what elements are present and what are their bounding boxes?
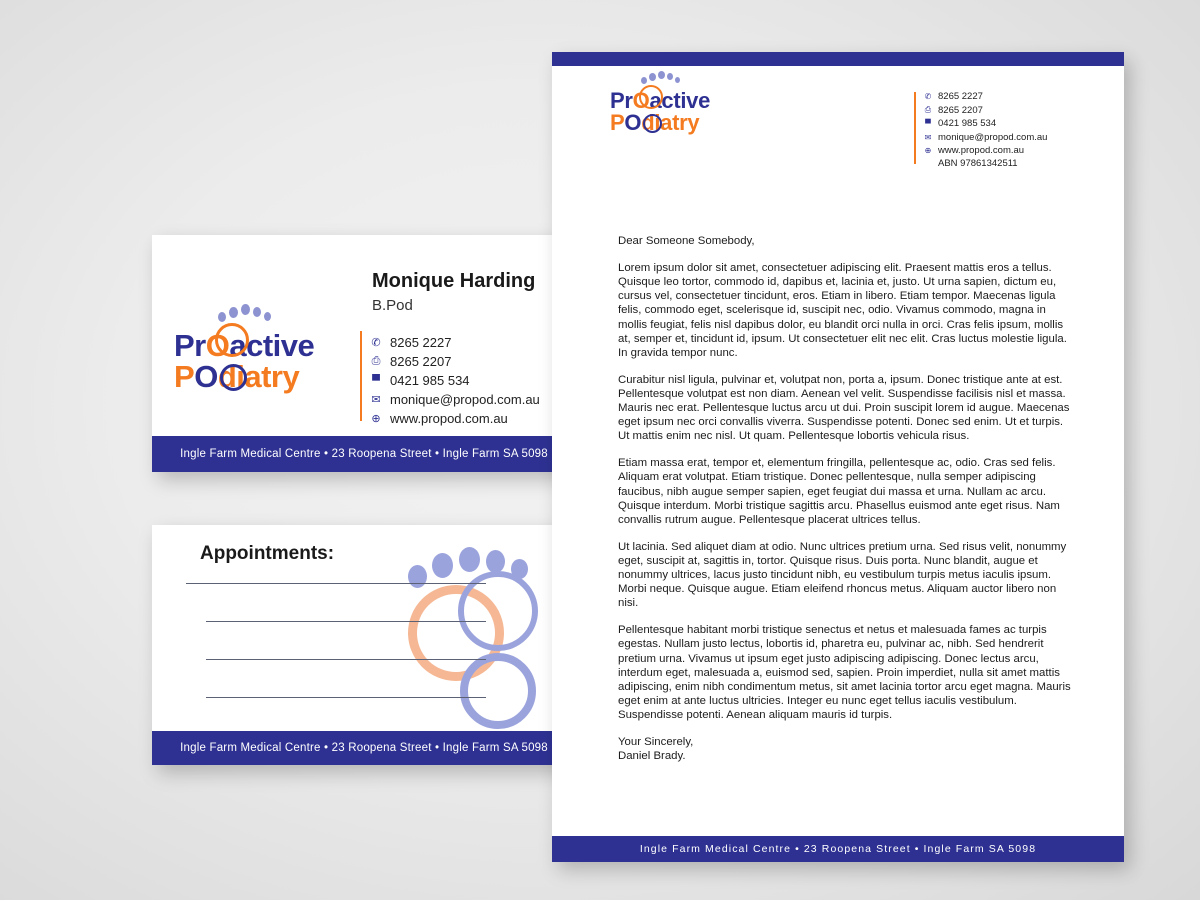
letterhead-logo (610, 90, 710, 134)
business-card (152, 235, 576, 472)
contact-row-fax (368, 352, 540, 371)
globe-icon: ⊕ (924, 146, 932, 156)
appointments-label: Appointments: (200, 543, 335, 564)
appointment-card-footer: Ingle Farm Medical Centre • 23 Roopena Street • Ingle Farm SA 5098 (152, 731, 576, 765)
letterhead-footer: Ingle Farm Medical Centre • 23 Roopena Street • Ingle Farm SA 5098 (552, 836, 1124, 862)
globe-icon: ⊕ (371, 413, 381, 425)
lh-contact-phone-value: 8265 2227 (938, 91, 983, 103)
lh-logo-text-o1: O (632, 88, 650, 113)
contact-row-email (368, 390, 540, 409)
letter-sender-name: Daniel Brady. (618, 750, 686, 763)
lh-logo-text-p: P (610, 110, 625, 135)
letter-paragraph-3: Etiam massa erat, tempor et, elementum fringilla, pellentesque ac, odio. Cras sed felis. Aliquam erat volutpat. Etiam tristique. Donec pellentesque, nulla semper adipiscing faucibus, nibh augue semper sapien, eget feugiat dui massa et urna. Nullam ac arcu. Quisque interdum. Morbi tristique sagittis arcu. Phasellus euismod ante eget risus. Nam convallis rutrum augue. Pellentesque placerat ultrices tellus. (618, 457, 1060, 526)
appointment-line-4[interactable] (206, 697, 486, 698)
contact-phone-value: 8265 2227 (390, 335, 452, 350)
contact-fax-value: 8265 2207 (390, 354, 452, 369)
lh-logo-text-pr: Pr (610, 88, 633, 113)
contact-website-value: www.propod.com.au (390, 411, 508, 426)
logo-ring-outer-icon (215, 323, 249, 357)
business-card-footer: Ingle Farm Medical Centre • 23 Roopena Street • Ingle Farm SA 5098 (152, 436, 576, 472)
logo-text-diatry: diatry (217, 359, 300, 394)
phone-icon: ✆ (924, 92, 932, 102)
lh-contact-website-value: www.propod.com.au (938, 145, 1025, 157)
artwork-toes-icon (408, 543, 538, 587)
card-holder-name: Monique Harding (372, 270, 536, 292)
contact-row-phone (368, 333, 540, 352)
contact-email-value: monique@propod.com.au (390, 392, 540, 407)
lh-logo-text-o2: O (624, 110, 642, 135)
letterhead-contact-list (922, 90, 1047, 169)
logo-text-p: P (174, 359, 195, 394)
letter-paragraph-2: Curabitur nisl ligula, pulvinar et, volutpat non, porta a, ipsum. Donec tristique ante at est. Pellentesque volutpat est non diam. Aenean vel velit. Suspendisse facilisis nisl et massa. Mauris nec erat. Pellentesque luctus arcu ut dui. Proin suscipit lorem id augue. Maecenas eget ipsum nec orci convallis viverra. Suspendisse potenti. Donec sed enim. Ut et turpis. Ut mattis enim nec nisl. Ut quam. Pellentesque lobortis vehicula risus. (618, 373, 1070, 443)
lh-logo-text-active: active (649, 88, 711, 113)
logo-text-pr: Pr (174, 328, 206, 363)
appointment-line-2[interactable] (206, 621, 486, 622)
letter-body (618, 234, 1076, 764)
contact-mobile-value: 0421 985 534 (390, 373, 470, 388)
letterhead-top-bar (552, 52, 1124, 66)
letter-signoff: Your Sincerely, (618, 736, 694, 749)
lh-logo-ring-outer-icon (639, 85, 663, 109)
phone-icon: ✆ (371, 337, 381, 349)
letterhead-vertical-divider (914, 92, 916, 164)
appointment-line-3[interactable] (206, 659, 486, 660)
lh-contact-row-website (922, 144, 1047, 158)
logo-ring-inner-icon (220, 364, 247, 391)
letterhead-page (552, 52, 1124, 862)
email-icon: ✉ (924, 132, 932, 142)
contact-row-website (368, 409, 540, 428)
letter-salutation: Dear Someone Somebody, (618, 235, 755, 247)
lh-contact-fax-value: 8265 2207 (938, 104, 983, 116)
lh-contact-row-mobile (922, 117, 1047, 131)
logo-proactive-podiatry (174, 330, 314, 392)
lh-logo-ring-inner-icon (643, 114, 662, 133)
card-holder-qualification: B.Pod (372, 297, 413, 314)
lh-logo-toes-icon (641, 71, 685, 87)
logo-text-o2: O (194, 359, 218, 394)
vertical-divider (360, 331, 362, 421)
lh-contact-row-email (922, 131, 1047, 145)
logo-toes-icon (218, 304, 278, 326)
mobile-icon: ▀ (925, 119, 931, 129)
fax-icon: ⎙ (924, 105, 932, 115)
fax-icon: ⎙ (371, 355, 381, 367)
abn-value: ABN 97861342511 (938, 157, 1018, 169)
appointment-line-1[interactable] (186, 583, 486, 584)
logo-text-active: active (229, 328, 315, 363)
mobile-icon: ▀ (372, 374, 380, 387)
appointment-write-lines (186, 583, 486, 735)
card-contact-list (368, 333, 540, 428)
letter-paragraph-4: Ut lacinia. Sed aliquet diam at odio. Nunc ultrices pretium urna. Sed risus velit, nonummy eget, suscipit at, sagittis in, tortor. Quisque risus. Duis porta. Nunc blandit, augue et nonummy ultrices, lacus justo tincidunt nibh, eu vestibulum turpis metus iaculis ipsum. Morbi neque. Quisque augue. Etiam eleifend rhoncus metus. Aliquam auctor libero non nisi. (618, 540, 1067, 610)
letter-paragraph-1: Lorem ipsum dolor sit amet, consectetuer adipiscing elit. Praesent mattis eros a tellus. Quisque leo tortor, commodo id, dapibus et, lacinia et, justo. Ut urna sapien, dictum eu, cursus vel, consectetuer tincidunt, eros. Etiam in libero. Etiam tempor. Maecenas ligula felis, commodo eget, scelerisque id, suscipit nec, odio. Vivamus commodo, magna in mollis feugiat, felis nisl dapibus dolor, eu blandit orci nulla in orci. Cras felis ipsum, mollis at, semper et, tincidunt id, ipsum. Ut consectetuer elit nec elit. Cras luctus molestie ligula. In gravida tempor nunc. (618, 261, 1067, 359)
business-card-body (152, 235, 576, 436)
logo-text-o1: O (205, 328, 230, 363)
lh-contact-row-fax (922, 104, 1047, 118)
contact-row-mobile (368, 371, 540, 390)
lh-contact-row-phone (922, 90, 1047, 104)
letter-paragraph-5: Pellentesque habitant morbi tristique senectus et netus et malesuada fames ac turpis egestas. Nullam justo lectus, lobortis id, pharetra eu, pulvinar ac, nibh. Sed hendrerit pretium urna. Vivamus ut ipsum eget justo adipiscing adipiscing. Donec lectus arcu, interdum eget, malesuada a, euismod sed, sapien. Proin imperdiet, nulla sit amet mattis adipiscing, enim nibh condimentum metus, sit amet lacinia tortor arcu eget magna. Mauris eget enim at ante luctus ultricies. Integer eu nunc eget tellus iaculis vestibulum. Suspendisse potenti. Aenean aliquam mauris id turpis. (618, 624, 1071, 722)
lh-contact-mobile-value: 0421 985 534 (938, 118, 997, 130)
email-icon: ✉ (371, 394, 381, 406)
lh-contact-email-value: monique@propod.com.au (938, 131, 1048, 143)
lh-logo-text-diatry: diatry (641, 110, 700, 135)
appointment-card (152, 525, 576, 765)
